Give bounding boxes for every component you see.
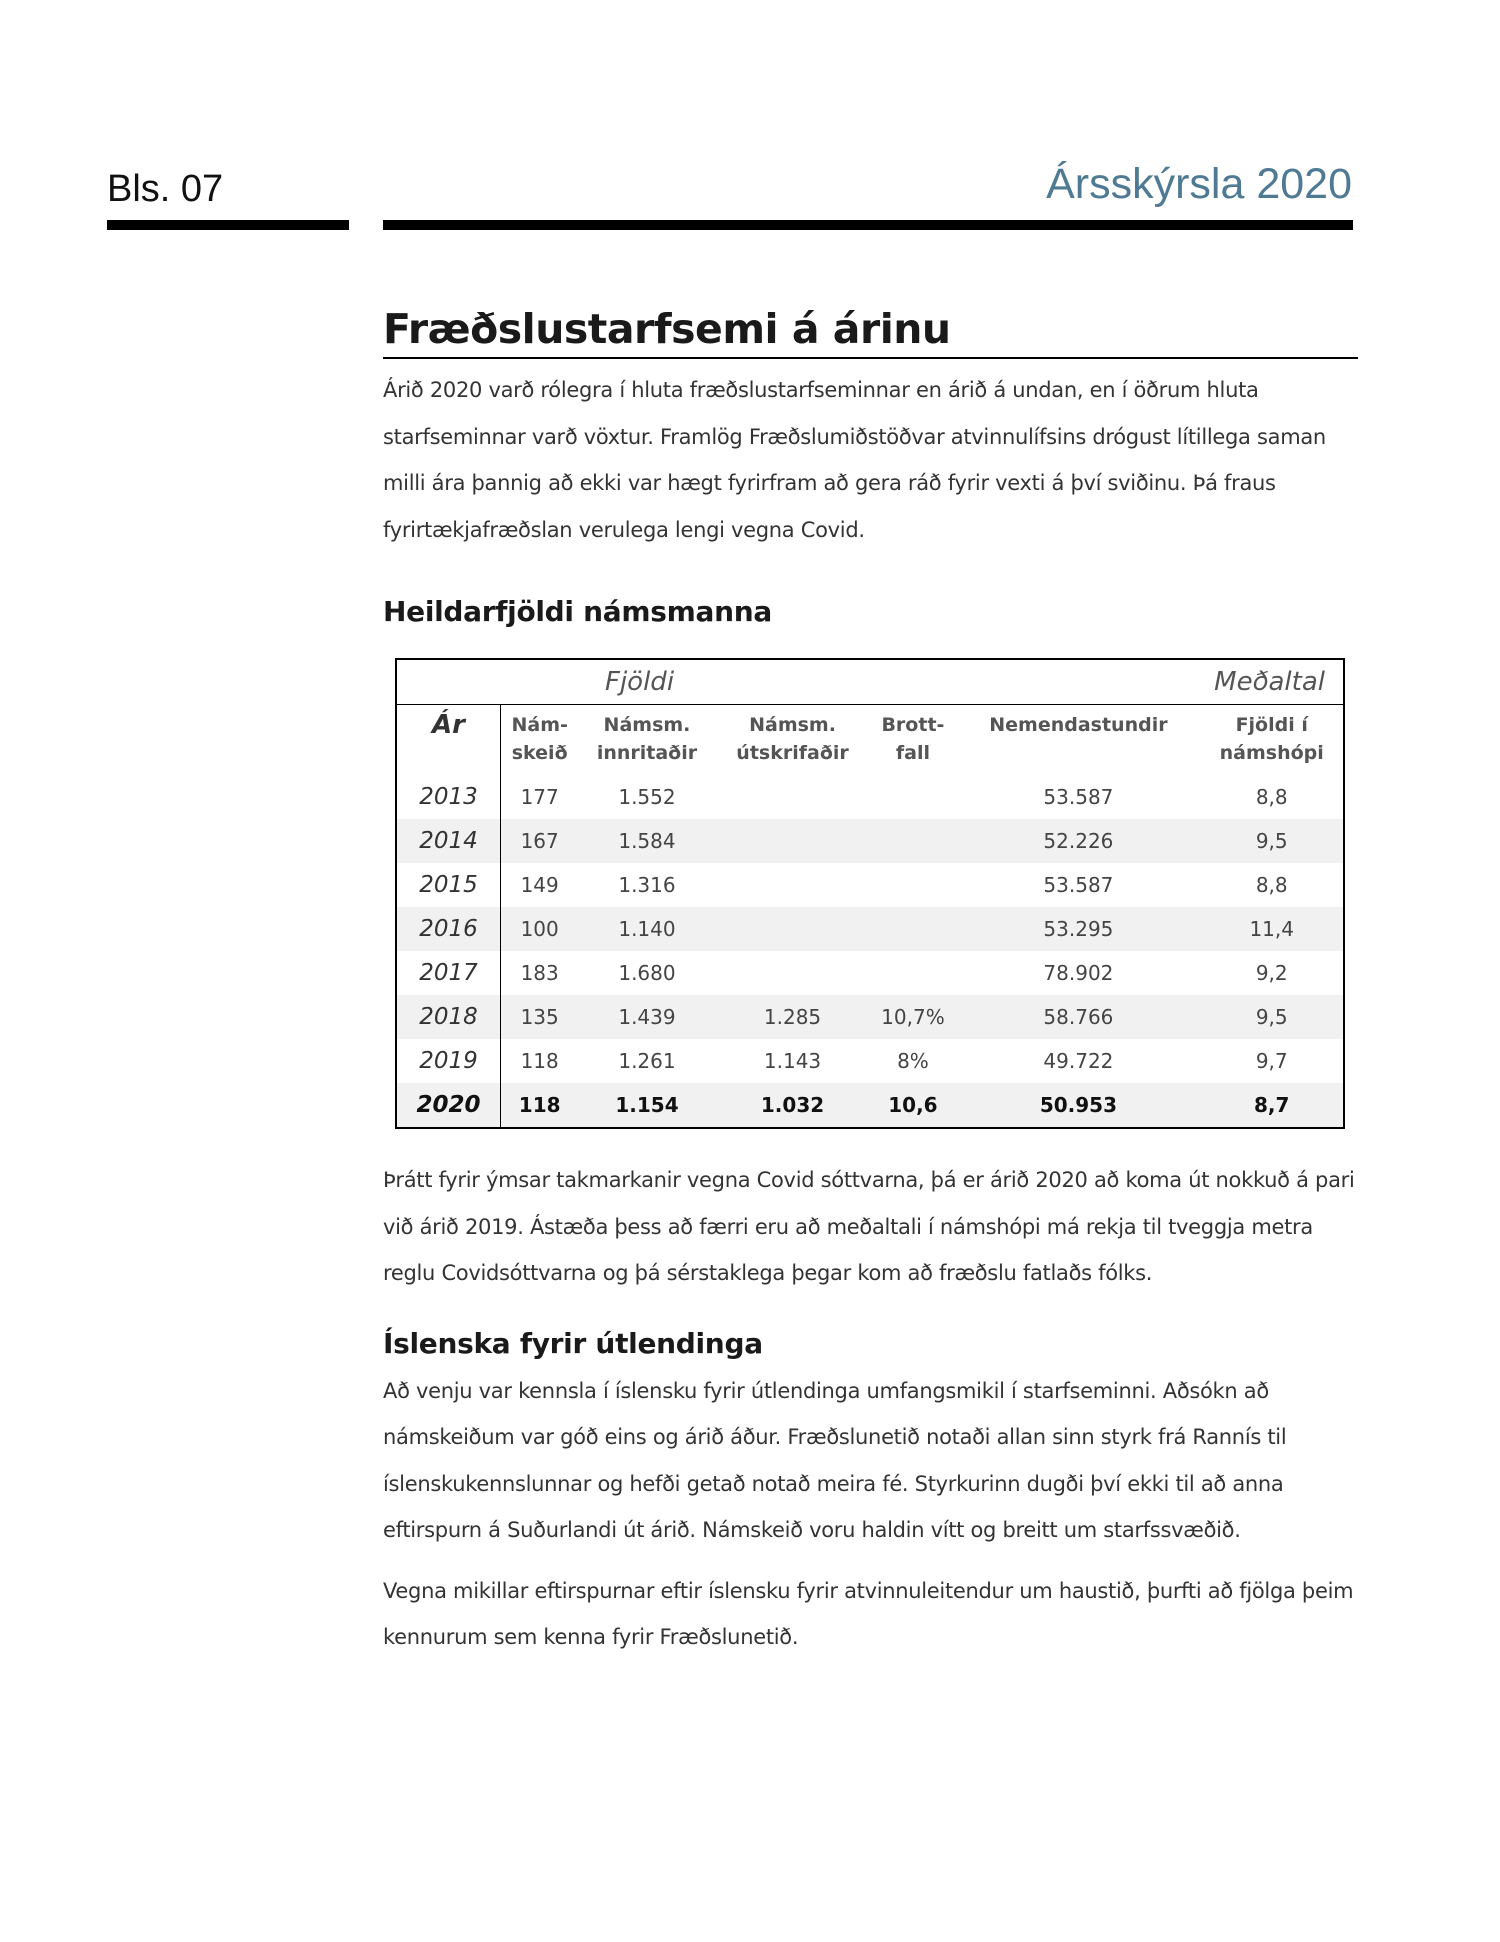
table-cell: 53.587 xyxy=(1043,785,1114,809)
year-cell: 2019 xyxy=(397,1039,501,1083)
year-cell: 2017 xyxy=(397,951,501,995)
table-row xyxy=(397,1083,1343,1127)
table-cell: 8,7 xyxy=(1200,1083,1343,1127)
table-cell: 183 xyxy=(520,961,559,985)
main-content xyxy=(383,305,1358,1661)
table-cell: 167 xyxy=(501,819,579,863)
after-table-paragraph: Þrátt fyrir ýmsar takmarkanir vegna Covid sóttvarna, þá er árið 2020 að koma út nokkuð á pari við árið 2019. Ástæða þess að færri eru að meðaltali í námshópi má rekja til tveggja metra reglu Covidsóttvarna og þá sérstaklega þegar kom að fræðslu fatlaðs fólks. xyxy=(383,1168,1355,1285)
table-group-row xyxy=(397,660,1343,705)
table-cell xyxy=(869,775,956,819)
table-cell: 10,7% xyxy=(869,995,956,1039)
column-header: Fjöldi í námshópi xyxy=(1219,714,1324,764)
table-cell: 9,7 xyxy=(1255,1049,1288,1073)
column-header: Námsm. útskrifaðir xyxy=(736,714,849,764)
table-cell xyxy=(869,819,956,863)
header-rule-left xyxy=(107,220,349,230)
table-cell: 1.143 xyxy=(763,1049,822,1073)
table-cell: 1.316 xyxy=(618,873,676,897)
column-header: Ár xyxy=(397,705,501,776)
table-cell: 9,2 xyxy=(1255,961,1288,985)
table-cell: 1.439 xyxy=(578,995,715,1039)
column-header: Nemendastundir xyxy=(989,714,1168,736)
table-cell: 50.953 xyxy=(956,1083,1200,1127)
table-cell xyxy=(716,819,870,863)
table-row xyxy=(397,775,1343,819)
table-header-row xyxy=(397,705,1343,776)
table-cell: 9,5 xyxy=(1200,995,1343,1039)
table-cell: 78.902 xyxy=(1043,961,1114,985)
table-cell: 1.154 xyxy=(578,1083,715,1127)
table-cell: 8% xyxy=(897,1049,929,1073)
group-label-medaltal: Meðaltal xyxy=(956,660,1343,705)
page-number: Bls. 07 xyxy=(107,168,224,210)
table-cell: 149 xyxy=(520,873,559,897)
document-title: Ársskýrsla 2020 xyxy=(1046,160,1352,208)
table-cell xyxy=(869,951,956,995)
islenska-paragraph-2: Vegna mikillar eftirspurnar eftir íslensku fyrir atvinnuleitendur um haustið, þurfti að fjölga þeim kennurum sem kenna fyrir Fræðslunetið. xyxy=(383,1578,1354,1649)
table-cell: 8,8 xyxy=(1255,873,1288,897)
islenska-heading: Íslenska fyrir útlendinga xyxy=(383,1326,763,1360)
table-cell: 10,6 xyxy=(869,1083,956,1127)
table-cell: 53.295 xyxy=(956,907,1200,951)
table-row xyxy=(397,907,1343,951)
group-label-fjoldi: Fjöldi xyxy=(397,660,956,705)
table-row xyxy=(397,863,1343,907)
table-cell xyxy=(716,775,870,819)
table-heading: Heildarfjöldi námsmanna xyxy=(383,595,772,628)
table-cell xyxy=(869,907,956,951)
table-cell: 49.722 xyxy=(1043,1049,1114,1073)
table-row xyxy=(397,819,1343,863)
table-cell: 11,4 xyxy=(1200,907,1343,951)
column-header: Brott- fall xyxy=(881,714,945,764)
table-cell: 9,5 xyxy=(1200,819,1343,863)
table-cell: 58.766 xyxy=(956,995,1200,1039)
table-cell xyxy=(869,863,956,907)
year-cell: 2013 xyxy=(397,775,501,819)
table-row xyxy=(397,951,1343,995)
header-rule-right xyxy=(383,220,1353,230)
intro-paragraph: Árið 2020 varð rólegra í hluta fræðslustarfseminnar en árið á undan, en í öðrum hluta starfseminnar varð vöxtur. Framlög Fræðslumiðstöðvar atvinnulífsins drógust lítillega saman milli ára þannig að ekki var hægt fyrirfram að gera ráð fyrir vexti á því sviðinu. Þá fraus fyrirtækjafræðslan verulega lengi vegna Covid. xyxy=(383,378,1326,542)
table-cell: 52.226 xyxy=(956,819,1200,863)
column-header: Námsm. innritaðir xyxy=(596,714,698,764)
table-cell xyxy=(716,951,870,995)
column-header: Nám- skeið xyxy=(511,714,568,764)
table-cell: 1.584 xyxy=(578,819,715,863)
section-title: Fræðslustarfsemi á árinu xyxy=(383,305,1358,359)
year-cell: 2020 xyxy=(397,1083,501,1127)
table-row xyxy=(397,995,1343,1039)
table-cell: 118 xyxy=(520,1049,559,1073)
table-cell: 53.587 xyxy=(1043,873,1114,897)
year-cell: 2016 xyxy=(397,907,501,951)
islenska-paragraph-1: Að venju var kennsla í íslensku fyrir útlendinga umfangsmikil í starfseminni. Aðsókn að námskeiðum var góð eins og árið áður. Fræðslunetið notaði allan sinn styrk frá Rannís til íslenskukennslunnar og hefði getað notað meira fé. Styrkurinn dugði því ekki til að anna eftirspurn á Suðurlandi út árið. Námskeið voru haldin vítt og breitt um starfssvæðið. xyxy=(383,1378,1287,1542)
table-body xyxy=(397,775,1343,1127)
table-row xyxy=(397,1039,1343,1083)
table-cell: 135 xyxy=(501,995,579,1039)
table-cell xyxy=(716,863,870,907)
table-cell: 1.552 xyxy=(618,785,676,809)
table-cell: 1.032 xyxy=(716,1083,870,1127)
table-cell: 100 xyxy=(501,907,579,951)
students-table xyxy=(395,658,1345,1129)
table-cell: 8,8 xyxy=(1255,785,1288,809)
year-cell: 2018 xyxy=(397,995,501,1039)
table-cell: 1.140 xyxy=(578,907,715,951)
table-cell: 1.285 xyxy=(716,995,870,1039)
table-cell: 1.261 xyxy=(618,1049,676,1073)
year-cell: 2014 xyxy=(397,819,501,863)
table-cell: 118 xyxy=(501,1083,579,1127)
year-cell: 2015 xyxy=(397,863,501,907)
table-cell: 1.680 xyxy=(618,961,676,985)
table-cell: 177 xyxy=(520,785,559,809)
table-cell xyxy=(716,907,870,951)
